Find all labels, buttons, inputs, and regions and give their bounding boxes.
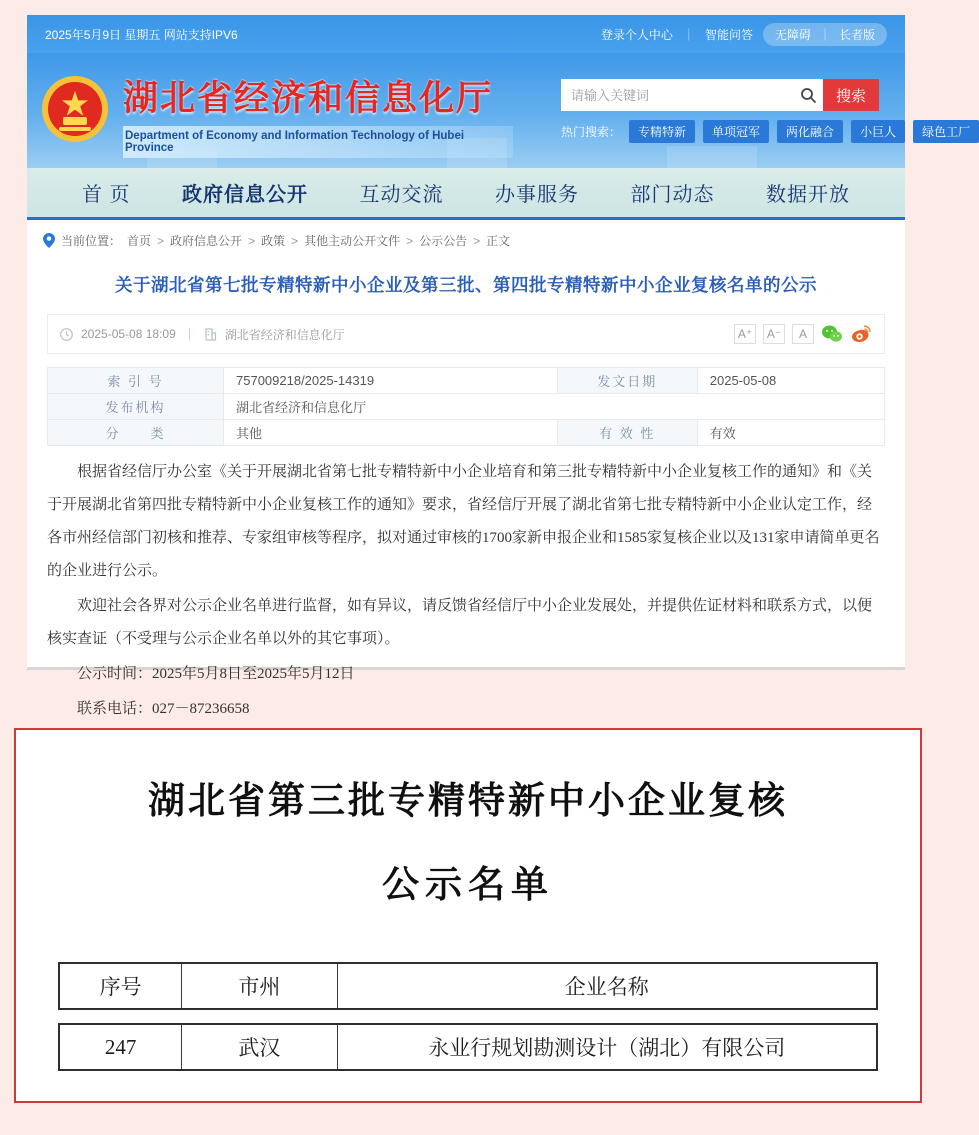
table-row: [59, 963, 877, 1009]
search-icon[interactable]: [793, 79, 823, 111]
doc-header-city: 市州: [182, 963, 337, 1009]
article-meta-bar: [47, 314, 885, 354]
meta-label-issue-date: 发文日期: [557, 368, 697, 394]
site-title-block: [123, 71, 513, 158]
main-nav: [27, 168, 905, 220]
skyline-decoration: [667, 146, 757, 168]
clock-icon: [60, 328, 73, 341]
crumb-other-public-files[interactable]: 其他主动公开文件: [304, 234, 401, 248]
crumb-announcements[interactable]: 公示公告: [419, 234, 468, 248]
nav-item-department-news[interactable]: 部门动态: [630, 184, 715, 206]
article-card: [27, 220, 905, 717]
meta-value-issue-date: 2025-05-08: [697, 368, 884, 394]
smart-qa-link[interactable]: 智能问答: [704, 27, 753, 42]
article-meta-left: [60, 326, 345, 343]
wechat-share-icon[interactable]: [821, 323, 843, 345]
nav-item-services[interactable]: 办事服务: [495, 184, 580, 206]
search-button[interactable]: 搜索: [823, 79, 879, 111]
document-table-header: [58, 962, 878, 1010]
article-body: [47, 456, 885, 726]
table-row: [48, 420, 885, 446]
table-row: [48, 394, 885, 420]
nav-item-info-disclosure[interactable]: 政府信息公开: [182, 184, 309, 206]
location-pin-icon: [43, 233, 55, 248]
accessibility-link[interactable]: 无障碍: [774, 27, 811, 42]
login-link[interactable]: 登录个人中心: [600, 27, 673, 42]
site-logo[interactable]: [41, 71, 513, 158]
crumb-current: 正文: [486, 234, 511, 248]
publish-time: 2025-05-08 18:09: [81, 327, 176, 341]
table-row: [59, 1024, 877, 1070]
hot-tag-xjr[interactable]: 小巨人: [851, 120, 905, 143]
table-row: [48, 368, 885, 394]
elder-version-link[interactable]: 长者版: [838, 27, 875, 42]
meta-value-validity: 有效: [697, 420, 884, 446]
meta-value-index: 757009218/2025-14319: [224, 368, 558, 394]
crumb-home[interactable]: 首页: [127, 234, 152, 248]
article-meta-table: [47, 367, 885, 446]
nav-item-open-data[interactable]: 数据开放: [765, 184, 850, 206]
hot-tag-lsgc[interactable]: 绿色工厂: [913, 120, 979, 143]
national-emblem-icon: [41, 75, 109, 143]
nav-item-home[interactable]: 首 页: [82, 184, 131, 206]
crumb-separator: >: [291, 233, 299, 248]
meta-label-category: 分 类: [48, 420, 224, 446]
body-paragraph-publicity-period: 公示时间：2025年5月8日至2025年5月12日: [77, 666, 355, 682]
crumb-separator: >: [406, 233, 414, 248]
meta-divider: ｜: [183, 327, 196, 342]
doc-cell-company: 永业行规划勘测设计（湖北）有限公司: [337, 1024, 877, 1070]
crumb-info-disclosure[interactable]: 政府信息公开: [170, 234, 243, 248]
hot-search-row: [561, 120, 971, 143]
weibo-share-icon[interactable]: [850, 323, 872, 345]
topbar-divider: ｜: [682, 27, 695, 42]
breadcrumb: [27, 220, 905, 257]
hot-tag-lhrh[interactable]: 两化融合: [777, 120, 843, 143]
doc-cell-serial: 247: [59, 1024, 182, 1070]
meta-value-publisher: 湖北省经济和信息化厅: [224, 394, 885, 420]
search-input[interactable]: [561, 79, 793, 111]
article-meta-right: [734, 323, 872, 345]
building-icon: [204, 328, 217, 341]
body-paragraph-1: 根据省经信厅办公室《关于开展湖北省第七批专精特新中小企业培育和第三批专精特新中小企业复核工作的通知》和《关于开展湖北省第四批专精特新中小企业复核工作的通知》要求，省经信厅开展了湖北省第七批专精特新中小企业认定工作，经各市州经信部门初核和推荐、专家组审核等程序，拟对通过审核的1700家新申报企业和1585家复核企业以及131家申请简单更名的企业进行公示。: [47, 464, 880, 579]
topbar-links: [601, 23, 887, 46]
site-header: [27, 53, 971, 168]
meta-label-publisher: 发布机构: [48, 394, 224, 420]
font-increase-button[interactable]: A⁺: [734, 324, 756, 344]
meta-label-validity: 有 效 性: [557, 420, 697, 446]
main-column: [27, 15, 971, 717]
site-title: 湖北省经济和信息化厅: [123, 79, 494, 118]
body-paragraph-2: 欢迎社会各界对公示企业名单进行监督，如有异议，请反馈省经信厅中小企业发展处，并提供佐证材料和联系方式，以便核实查证（不受理与公示企业名单以外的其它事项）。: [47, 598, 873, 647]
crumb-policy[interactable]: 政策: [261, 234, 286, 248]
breadcrumb-label: 当前位置：: [61, 234, 122, 248]
crumb-separator: >: [248, 233, 256, 248]
accessibility-pill: [763, 23, 887, 46]
top-utility-bar: [27, 15, 905, 53]
nav-item-interaction[interactable]: 互动交流: [359, 184, 444, 206]
hot-search-label: 热门搜索：: [561, 125, 622, 139]
hot-tag-dxgj[interactable]: 单项冠军: [703, 120, 769, 143]
article-title: 关于湖北省第七批专精特新中小企业及第三批、第四批专精特新中小企业复核名单的公示: [115, 275, 817, 295]
site-subtitle: Department of Economy and Information Technology of Hubei Province: [123, 126, 513, 158]
search-area: [561, 79, 971, 143]
hot-tag-zjtx[interactable]: 专精特新: [629, 120, 695, 143]
document-title-line2: 公示名单: [382, 865, 554, 906]
document-image-card: [14, 728, 922, 1103]
crumb-separator: >: [473, 233, 481, 248]
document-table: [58, 962, 878, 1071]
document-table-row: [58, 1023, 878, 1071]
meta-value-category: 其他: [224, 420, 558, 446]
body-paragraph-contact-phone: 联系电话：027－87236658: [77, 701, 250, 717]
meta-label-index: 索 引 号: [48, 368, 224, 394]
article-source: 湖北省经济和信息化厅: [224, 327, 345, 342]
crumb-separator: >: [157, 233, 165, 248]
pill-divider: ｜: [818, 27, 831, 42]
font-decrease-button[interactable]: A⁻: [763, 324, 785, 344]
doc-header-serial: 序号: [59, 963, 182, 1009]
font-reset-button[interactable]: A: [792, 324, 814, 344]
doc-cell-city: 武汉: [182, 1024, 337, 1070]
site-date-text: 2025年5月9日 星期五 网站支持IPV6: [45, 27, 238, 42]
search-bar: [561, 79, 879, 111]
doc-header-company: 企业名称: [337, 963, 877, 1009]
document-title-line1: 湖北省第三批专精特新中小企业复核: [148, 781, 788, 822]
